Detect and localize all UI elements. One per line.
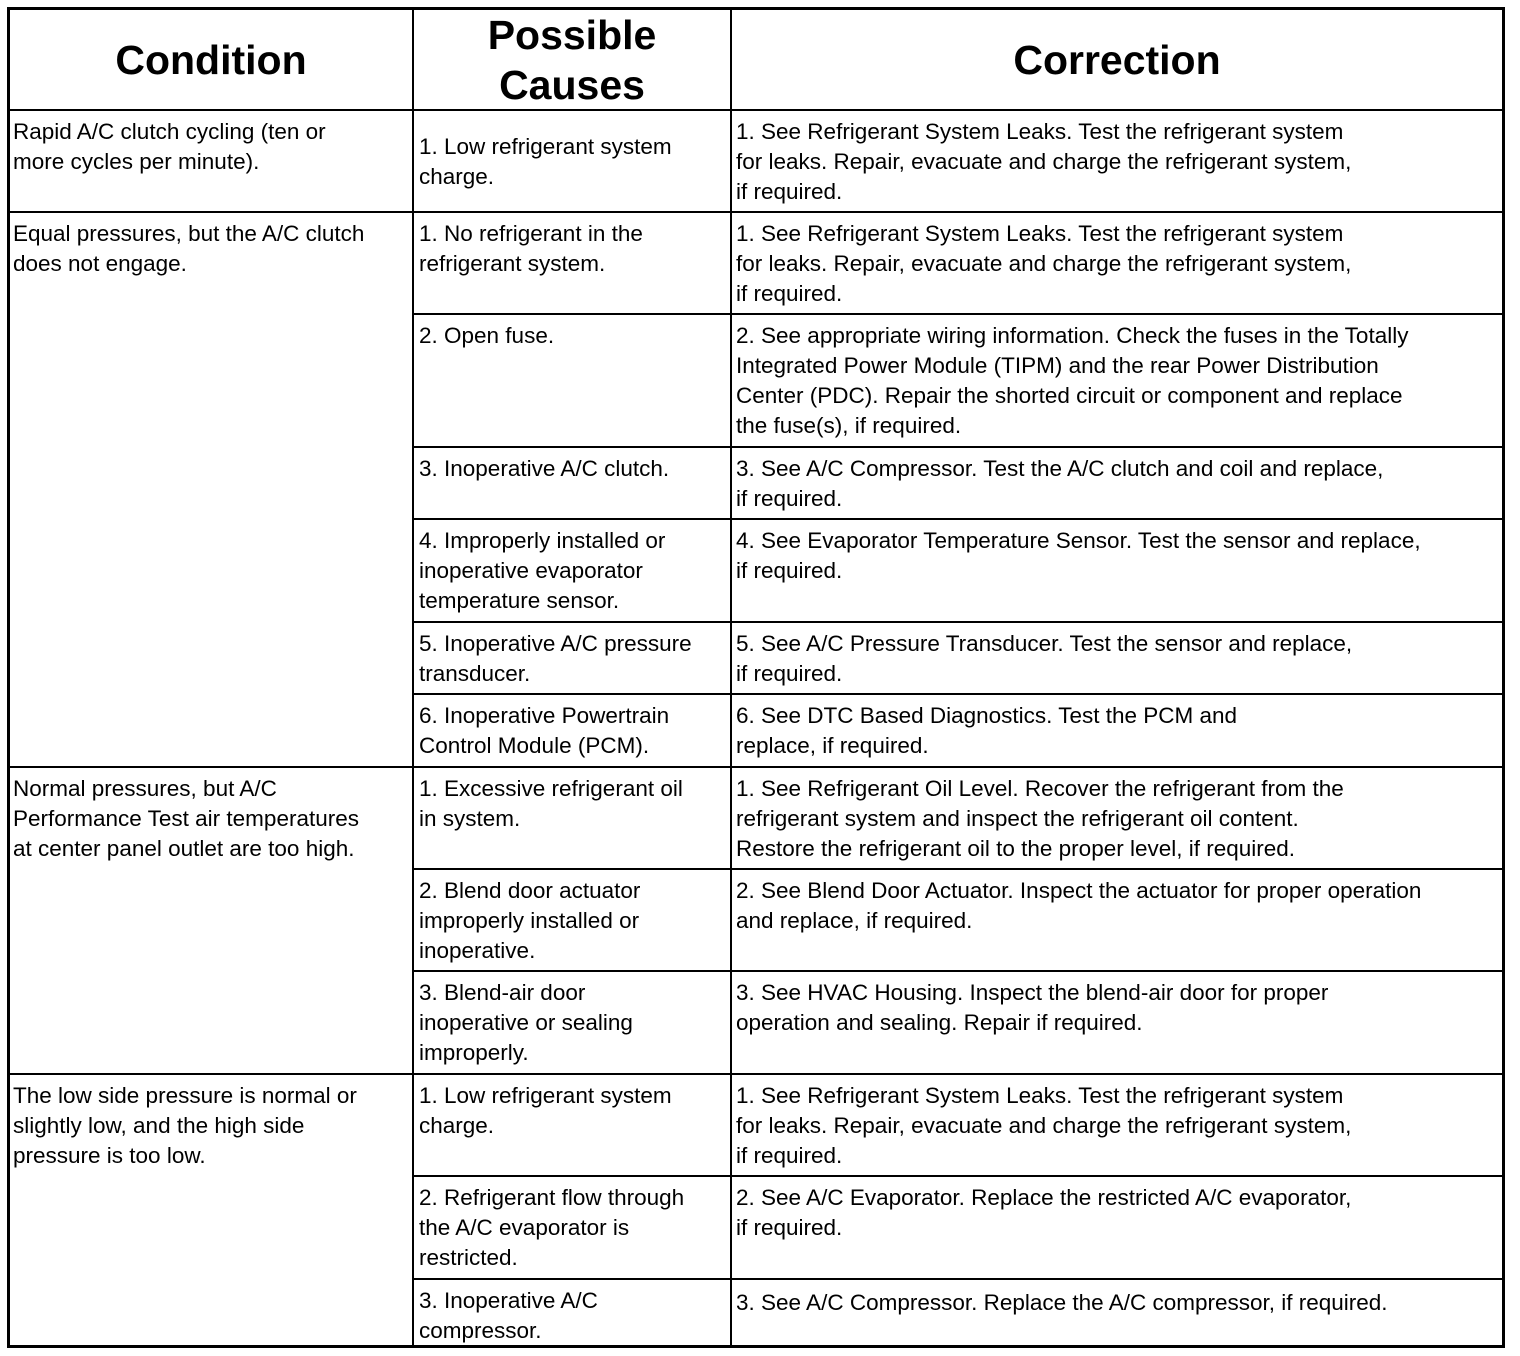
row-divider (10, 211, 1502, 213)
subrow-divider (412, 518, 1502, 520)
subrow-divider (412, 446, 1502, 448)
correction-cell: 3. See A/C Compressor. Replace the A/C compressor, if required. (736, 1290, 1388, 1315)
cause-cell: 4. Improperly installed or inoperative evaporator temperature sensor. (419, 528, 666, 613)
header-possible-causes: Possible Causes (487, 11, 657, 108)
correction-cell: 1. See Refrigerant System Leaks. Test the refrigerant system for leaks. Repair, evacuate and charge the refrigerant system, if required. (736, 119, 1352, 204)
cause-cell: 1. Low refrigerant system charge. (419, 1083, 672, 1138)
correction-cell: 1. See Refrigerant System Leaks. Test the refrigerant system for leaks. Repair, evacuate and charge the refrigerant system, if required. (736, 1083, 1352, 1168)
condition-cell: Normal pressures, but A/C Performance Test air temperatures at center panel outlet are too high. (13, 776, 359, 861)
subrow-divider (412, 868, 1502, 870)
correction-cell: 5. See A/C Pressure Transducer. Test the sensor and replace, if required. (736, 631, 1353, 686)
cause-cell: 1. Excessive refrigerant oil in system. (419, 776, 683, 831)
diagnosis-table (7, 7, 1505, 1348)
cause-cell: 3. Inoperative A/C compressor. (419, 1288, 598, 1343)
correction-cell: 1. See Refrigerant Oil Level. Recover the refrigerant from the refrigerant system and inspect the refrigerant oil content. Restore the refrigerant oil to the proper level, if required. (736, 776, 1344, 861)
condition-cell: Equal pressures, but the A/C clutch does not engage. (13, 221, 365, 276)
correction-cell: 2. See Blend Door Actuator. Inspect the actuator for proper operation and replace, if required. (736, 878, 1422, 933)
cause-cell: 2. Blend door actuator improperly installed or inoperative. (419, 878, 641, 963)
cause-cell: 2. Refrigerant flow through the A/C evaporator is restricted. (419, 1185, 685, 1270)
correction-cell: 1. See Refrigerant System Leaks. Test the refrigerant system for leaks. Repair, evacuate and charge the refrigerant system, if required. (736, 221, 1352, 306)
correction-cell: 3. See HVAC Housing. Inspect the blend-air door for proper operation and sealing. Repair if required. (736, 980, 1329, 1035)
row-divider (10, 766, 1502, 768)
cause-cell: 2. Open fuse. (419, 323, 555, 348)
cause-cell: 1. No refrigerant in the refrigerant system. (419, 221, 643, 276)
subrow-divider (412, 1278, 1502, 1280)
subrow-divider (412, 693, 1502, 695)
cause-cell: 5. Inoperative A/C pressure transducer. (419, 631, 692, 686)
correction-cell: 2. See A/C Evaporator. Replace the restricted A/C evaporator, if required. (736, 1185, 1352, 1240)
correction-cell: 6. See DTC Based Diagnostics. Test the PCM and replace, if required. (736, 703, 1238, 758)
subrow-divider (412, 621, 1502, 623)
subrow-divider (412, 1175, 1502, 1177)
condition-cell: The low side pressure is normal or slightly low, and the high side pressure is too low. (13, 1083, 357, 1168)
correction-cell: 2. See appropriate wiring information. Check the fuses in the Totally Integrated Power Module (TIPM) and the rear Power Distribution Center (PDC). Repair the shorted circuit or component and replace the fuse(s), if required. (736, 323, 1409, 438)
cause-cell: 3. Inoperative A/C clutch. (419, 456, 670, 481)
header-condition: Condition (115, 36, 307, 83)
subrow-divider (412, 970, 1502, 972)
row-divider (10, 1073, 1502, 1075)
correction-cell: 4. See Evaporator Temperature Sensor. Test the sensor and replace, if required. (736, 528, 1421, 583)
correction-cell: 3. See A/C Compressor. Test the A/C clutch and coil and replace, if required. (736, 456, 1384, 511)
cause-cell: 3. Blend-air door inoperative or sealing improperly. (419, 980, 633, 1065)
condition-cell: Rapid A/C clutch cycling (ten or more cycles per minute). (13, 119, 326, 174)
header-divider (10, 109, 1502, 111)
cause-cell: 6. Inoperative Powertrain Control Module (PCM). (419, 703, 670, 758)
header-correction: Correction (1013, 36, 1221, 83)
subrow-divider (412, 313, 1502, 315)
cause-cell: 1. Low refrigerant system charge. (419, 134, 672, 189)
